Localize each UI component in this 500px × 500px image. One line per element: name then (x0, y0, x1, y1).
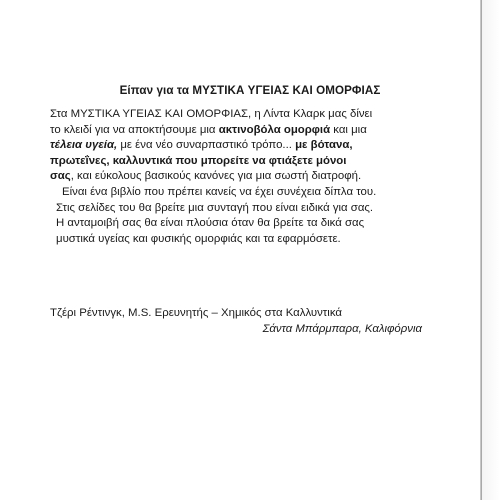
bold-phrase: σας (50, 170, 71, 183)
signature-block (50, 306, 422, 337)
text-line-3 (50, 138, 422, 154)
text-line-2 (50, 123, 422, 139)
text-line-7: Στις σελίδες του θα βρείτε μια συνταγή που είναι ειδικά για σας. (56, 201, 374, 214)
author-location: Σάντα Μπάρμπαρα, Καλιφόρνια (262, 322, 422, 335)
text-span: το κλειδί για να αποκτήσουμε μια (50, 123, 219, 136)
text-line-1: Στα ΜΥΣΤΙΚΑ ΥΓΕΙΑΣ ΚΑΙ ΟΜΟΡΦΙΑΣ, η Λίντα Κλαρκ μας δίνει (50, 108, 373, 120)
text-span: με ένα νέο συναρπαστικό τρόπο... (117, 139, 296, 152)
text-line-6: Είναι ένα βιβλίο που πρέπει κανείς να έχει συνέχεια δίπλα του. (62, 185, 377, 198)
text-span: , και εύκολους βασικούς κανόνες για μια σωστή διατροφή. (70, 170, 362, 183)
page-margin-shadow (482, 0, 500, 500)
text-span: και μια (330, 123, 367, 136)
page-heading: Είπαν για τα ΜΥΣΤΙΚΑ ΥΓΕΙΑΣ ΚΑΙ ΟΜΟΡΦΙΑΣ (119, 84, 381, 97)
text-line-8: Η ανταμοιβή σας θα είναι πλούσια όταν θα βρείτε τα δικά σας (56, 217, 365, 230)
text-line-4: πρωτεΐνες, καλλυντικά που μπορείτε να φτιάξετε μόνοι (50, 154, 347, 167)
testimonial-block (50, 84, 422, 247)
testimonial-text (50, 107, 422, 247)
bold-phrase: με βότανα, (295, 139, 353, 152)
text-line-9: μυστικά υγείας και φυσικής ομορφιάς και τα εφαρμόσετε. (56, 232, 341, 245)
bold-italic-phrase: τέλεια υγεία, (50, 139, 118, 152)
page-binding-edge (480, 0, 482, 500)
text-line-5 (50, 169, 422, 185)
author-credit: Τζέρι Ρέντινγκ, M.S. Ερευνητής – Χημικός στα Καλλυντικά (50, 307, 342, 319)
bold-phrase: ακτινοβόλα ομορφιά (218, 123, 331, 136)
